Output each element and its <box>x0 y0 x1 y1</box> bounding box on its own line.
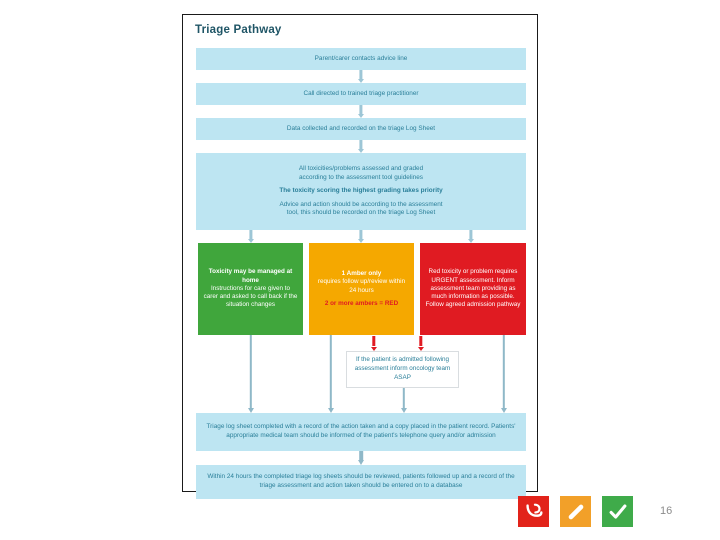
outcome-box-amber-follow-up <box>309 243 414 335</box>
arrow-shaft <box>403 388 405 408</box>
arrow-green-to-record <box>238 335 264 413</box>
admitted-inform-oncology-box <box>346 351 459 388</box>
green-check-glyph <box>607 501 629 523</box>
arrow-amber-to-admitted <box>364 336 384 351</box>
flow-step-data-collected <box>196 118 526 140</box>
red-phone-alert-glyph <box>523 501 545 523</box>
arrow-shaft <box>372 336 375 346</box>
review-box-text: Within 24 hours the completed triage log sheets should be reviewed, patients followed up and a record of the triage assessment and action taken should be entered on to a database <box>207 473 515 489</box>
assessment-line-3: Advice and action should be according to the assessment <box>279 200 443 208</box>
assessment-line-2: according to the assessment tool guidelines <box>299 173 423 181</box>
flow-step-label: Parent/carer contacts advice line <box>314 54 408 62</box>
arrow-shaft <box>359 70 362 79</box>
arrow-shaft <box>249 230 252 239</box>
outcome-green-body: Instructions for care given to carer and asked to call back if the situation changes <box>203 284 298 309</box>
arrow-red-to-admitted <box>411 336 431 351</box>
triage-pathway-flowchart <box>196 48 526 489</box>
green-check-icon <box>602 496 633 527</box>
assessment-emphasis: The toxicity scoring the highest grading takes priority <box>279 187 443 195</box>
outcome-box-red-urgent <box>420 243 526 335</box>
arrow-shaft <box>359 451 363 460</box>
admitted-box-text: If the patient is admitted following assessment inform oncology team ASAP <box>354 356 451 381</box>
arrow-step2-to-step3 <box>349 105 373 118</box>
arrow-record-to-review <box>348 451 374 465</box>
arrow-assessment-to-green <box>239 230 263 243</box>
red-phone-alert-icon <box>518 496 549 527</box>
assessment-line-4: tool, this should be recorded on the triage Log Sheet <box>286 209 436 217</box>
amber-phone-icon <box>560 496 591 527</box>
assessment-line-1: All toxicities/problems assessed and graded <box>298 164 424 172</box>
arrow-shaft <box>503 335 505 408</box>
flow-step-contact-advice-line <box>196 48 526 70</box>
outcome-red-body: Red toxicity or problem requires URGENT assessment. Inform assessment team providing as much information as possible. Follow agreed admission pathway <box>425 268 521 309</box>
arrow-shaft <box>359 140 362 149</box>
arrow-shaft <box>250 335 252 408</box>
24-hour-review-box <box>196 465 526 499</box>
outcome-green-heading: Toxicity may be managed at home <box>208 268 293 284</box>
outcome-amber-body: requires follow up/review within 24 hours <box>317 278 406 294</box>
arrow-step3-to-assessment <box>349 140 373 153</box>
slide-frame <box>182 14 538 492</box>
arrow-shaft <box>330 335 332 408</box>
arrow-step1-to-step2 <box>349 70 373 83</box>
arrow-assessment-to-amber <box>349 230 373 243</box>
outcome-amber-heading: 1 Amber only <box>341 269 382 277</box>
flow-assessment-block <box>196 153 526 230</box>
flow-step-label: Data collected and recorded on the triage Log Sheet <box>286 124 436 132</box>
arrow-amber-to-record <box>318 335 344 413</box>
outcome-amber-note: 2 or more ambers = RED <box>324 299 399 307</box>
amber-phone-glyph <box>565 501 587 523</box>
arrow-assessment-to-red <box>459 230 483 243</box>
flow-step-call-directed <box>196 83 526 105</box>
flow-step-label: Call directed to trained triage practitioner <box>303 89 419 97</box>
rag-status-icon-strip <box>518 496 633 527</box>
arrow-shaft <box>359 230 362 239</box>
arrow-shaft <box>469 230 472 239</box>
page-number: 16 <box>660 505 673 517</box>
arrow-shaft <box>359 105 362 114</box>
page-title: Triage Pathway <box>195 24 282 36</box>
record-box-text: Triage log sheet completed with a record of the action taken and a copy placed in the patient record. Patients' appropriate medical team should be informed of the patient's telephone query and/or admission <box>206 423 516 439</box>
arrow-shaft <box>419 336 422 346</box>
outcome-box-green-manage-at-home <box>198 243 303 335</box>
arrow-red-to-record <box>491 335 517 413</box>
arrow-admitted-to-record <box>391 388 417 413</box>
triage-log-record-box <box>196 413 526 451</box>
